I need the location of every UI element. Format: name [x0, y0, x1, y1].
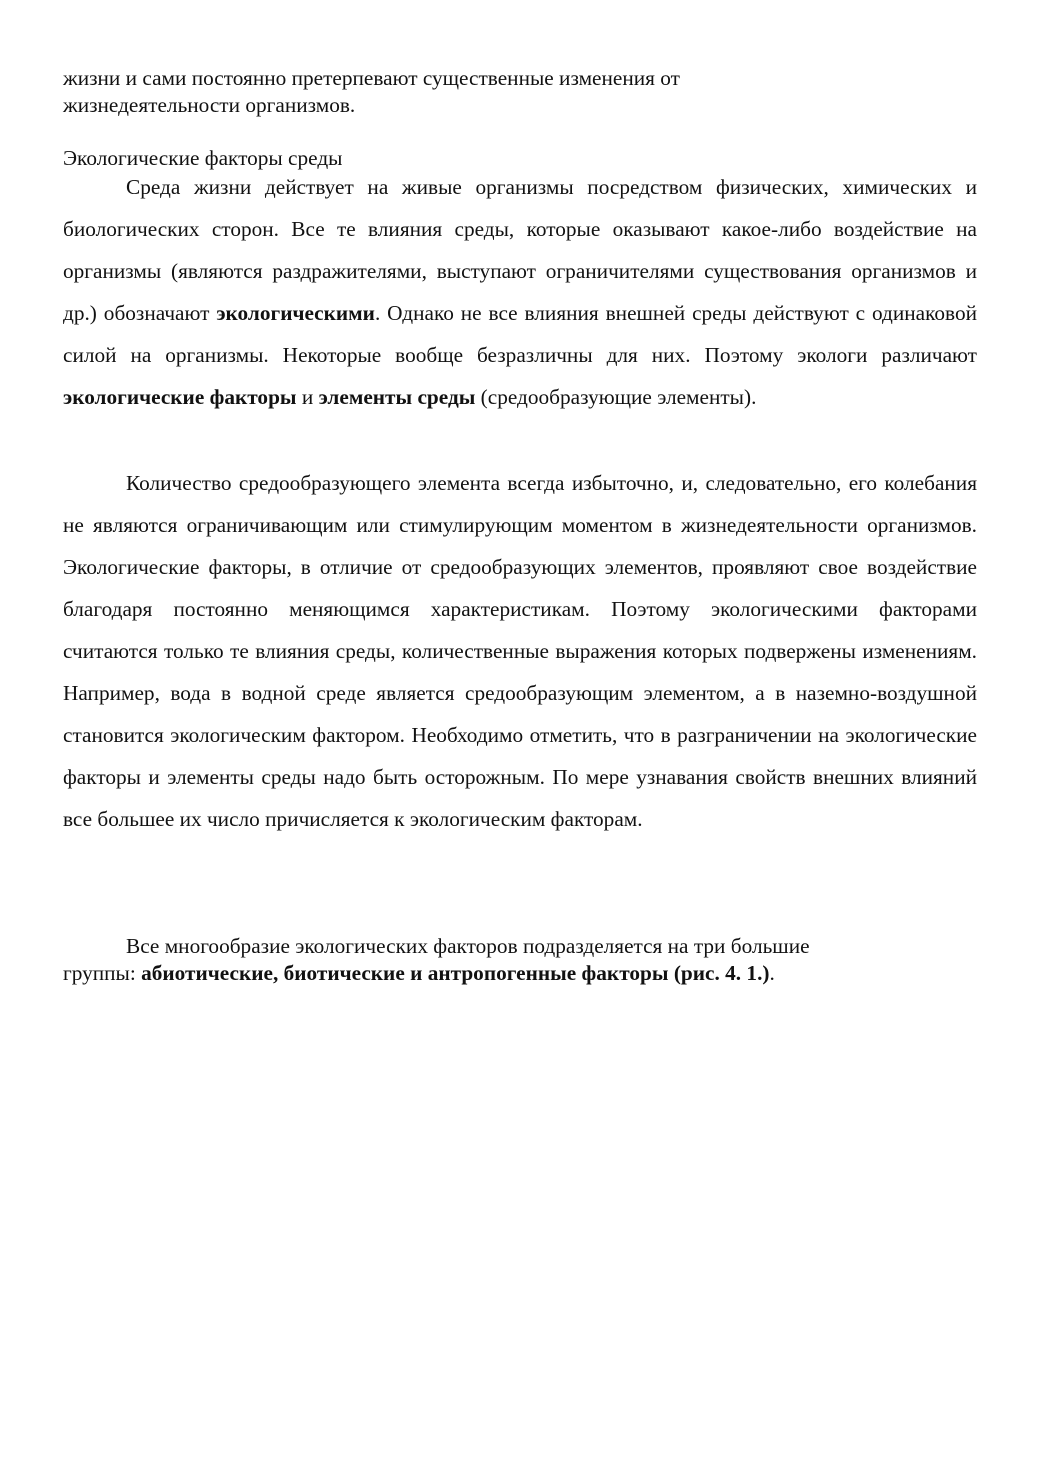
term-environment-elements: элементы среды — [318, 385, 476, 409]
intro-paragraph — [63, 65, 977, 119]
paragraph-3-suffix: . — [769, 961, 775, 985]
term-ecological: экологическими — [216, 301, 375, 325]
term-ecological-factors: экологические факторы — [63, 385, 297, 409]
intro-line-2: жизнедеятельности организмов. — [63, 93, 356, 117]
paragraph-1-text-2: . Однако не все влияния внешней среды действуют с одинаковой силой на организмы. Некоторые вообще безразличны для них. Поэтому экологи различают — [63, 301, 977, 367]
paragraph-2: Количество средообразующего элемента всегда избыточно, и, следовательно, его колебания не являются ограничивающим или стимулирующим моментом в жизнедеятельности организмов. Экологические факторы, в отличие от средообразующих элементов, проявляют свое воздействие благодаря постоянно меняющимся характеристикам. Поэтому экологическими факторами считаются только те влияния среды, количественные выражения которых подвержены изменениям. Например, вода в водной среде является средообразующим элементом, а в наземно-воздушной становится экологическим фактором. Необходимо отметить, что в разграничении на экологические факторы и элементы среды надо быть осторожным. По мере узнавания свойств внешних влияний все большее их число причисляется к экологическим факторам. — [63, 471, 977, 831]
section-heading: Экологические факторы среды — [63, 146, 343, 170]
paragraph-3 — [63, 933, 977, 987]
paragraph-1 — [63, 166, 977, 418]
paragraph-1-text-4: (средообразующие элементы). — [475, 385, 757, 409]
paragraph-3-line-1: Все многообразие экологических факторов подразделяется на три большие — [126, 934, 810, 958]
paragraph-3-line-2 — [63, 960, 977, 987]
term-factor-groups: абиотические, биотические и антропогенные факторы (рис. 4. 1.) — [141, 961, 770, 985]
paragraph-1-text-3: и — [296, 385, 319, 409]
paragraph-1-text-1: Среда жизни действует на живые организмы посредством физических, химических и биологических сторон. Все те влияния среды, которые оказывают какое-либо воздействие на организмы (являются раздражителями, выступают ограничителями существования организмов и др.) обозначают — [63, 175, 977, 325]
paragraph-3-prefix: группы: — [63, 961, 142, 985]
intro-line-1: жизни и сами постоянно претерпевают существенные изменения от — [63, 66, 680, 90]
